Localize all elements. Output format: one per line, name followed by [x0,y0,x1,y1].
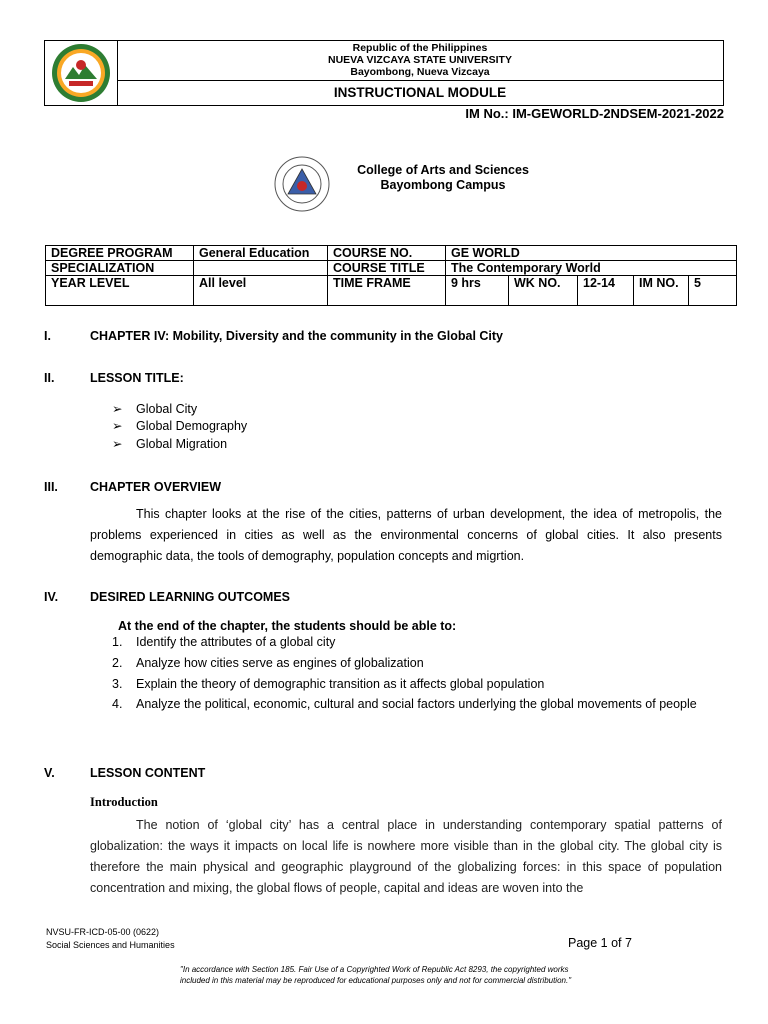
bullet-text: Global City [136,402,198,416]
section-number: IV. [44,590,59,604]
college-seal-icon [274,156,330,212]
item-number: 3. [112,677,123,691]
table-cell: SPECIALIZATION [46,261,194,276]
college-block [336,163,550,193]
notice-line: "In accordance with Section 185. Fair Use of a Copyrighted Work of Republic Act 8293, the copyrighted works [180,965,569,974]
section-title: CHAPTER OVERVIEW [90,480,222,494]
course-info-table [45,245,737,306]
table-cell: 12-14 [578,276,634,306]
table-cell: General Education [194,246,328,261]
nvsu-seal-icon [51,43,111,103]
section-number: V. [44,766,55,780]
bullet-text: Global Demography [136,419,248,433]
section-title: LESSON CONTENT [90,766,206,780]
item-text: Explain the theory of demographic transition as it affects global population [136,677,545,691]
section-title: DESIRED LEARNING OUTCOMES [90,590,291,604]
list-item [112,698,722,715]
table-cell: TIME FRAME [328,276,446,306]
table-cell: YEAR LEVEL [46,276,194,306]
table-cell: The Contemporary World [446,261,737,276]
document-header [44,40,724,106]
college-campus: Bayombong Campus [380,178,506,192]
item-number: 2. [112,656,123,670]
section-number: III. [44,480,58,494]
table-cell: 9 hrs [446,276,509,306]
section-title: LESSON TITLE: [90,371,184,385]
department: Social Sciences and Humanities [46,940,175,950]
table-cell: COURSE NO. [328,246,446,261]
list-item [112,436,227,451]
outcomes-lead: At the end of the chapter, the students should be able to: [118,619,457,633]
item-number: 4. [112,697,123,711]
table-cell: DEGREE PROGRAM [46,246,194,261]
arrow-bullet-icon: ➢ [112,419,123,433]
footer-left [46,926,175,952]
table-cell: COURSE TITLE [328,261,446,276]
list-item [112,656,722,670]
table-row [46,276,737,306]
notice-line: included in this material may be reproduced for educational purposes only and not for commercial distribution." [180,976,572,985]
table-cell: WK NO. [509,276,578,306]
arrow-bullet-icon: ➢ [112,402,123,416]
section-number: II. [44,371,55,385]
list-item [112,401,197,416]
table-row [46,246,737,261]
page-number: Page 1 of 7 [568,936,632,950]
table-cell: 5 [689,276,737,306]
bullet-text: Global Migration [136,437,228,451]
item-number: 1. [112,635,123,649]
item-text: Analyze the political, economic, cultural and social factors underlying the global movements of people [136,697,697,711]
college-name: College of Arts and Sciences [357,163,529,177]
introduction-heading: Introduction [90,795,158,809]
header-location: Bayombong, Nueva Vizcaya [350,66,490,78]
list-item [112,677,722,691]
header-university: NUEVA VIZCAYA STATE UNIVERSITY [328,54,512,66]
college-seal [274,156,330,217]
table-cell: All level [194,276,328,306]
table-cell [194,261,328,276]
table-cell: GE WORLD [446,246,737,261]
university-logo [45,41,118,105]
header-republic: Republic of the Philippines [352,42,488,54]
form-code: NVSU-FR-ICD-05-00 (0622) [46,927,160,937]
item-text: Analyze how cities serve as engines of globalization [136,656,424,670]
list-item [112,635,722,649]
section-number: I. [44,329,51,343]
section-title: CHAPTER IV: Mobility, Diversity and the community in the Global City [90,329,504,343]
copyright-notice [180,964,700,986]
module-title: INSTRUCTIONAL MODULE [333,85,507,100]
arrow-bullet-icon: ➢ [112,437,123,451]
overview-paragraph: This chapter looks at the rise of the cities, patterns of urban development, the idea of metropolis, the problems experienced in cities as well as the environmental concerns of global cities. It also presents demographic data, the tools of demography, population concepts and migrtion. [90,507,722,563]
im-number: IM No.: IM-GEWORLD-2NDSEM-2021-2022 [465,106,724,121]
table-cell: IM NO. [634,276,689,306]
table-row [46,261,737,276]
item-text: Identify the attributes of a global city [136,635,336,649]
list-item [112,418,247,433]
introduction-paragraph: The notion of ‘global city’ has a central place in understanding contemporary spatial patterns of globalization: the ways it impacts on local life is nowhere more visible than in the global city. The global city is therefore the main physical and geographic playground of the globalizing forces: in this space of population concentration and mixing, the global flows of people, capital and ideas are woven into the [90,818,722,895]
